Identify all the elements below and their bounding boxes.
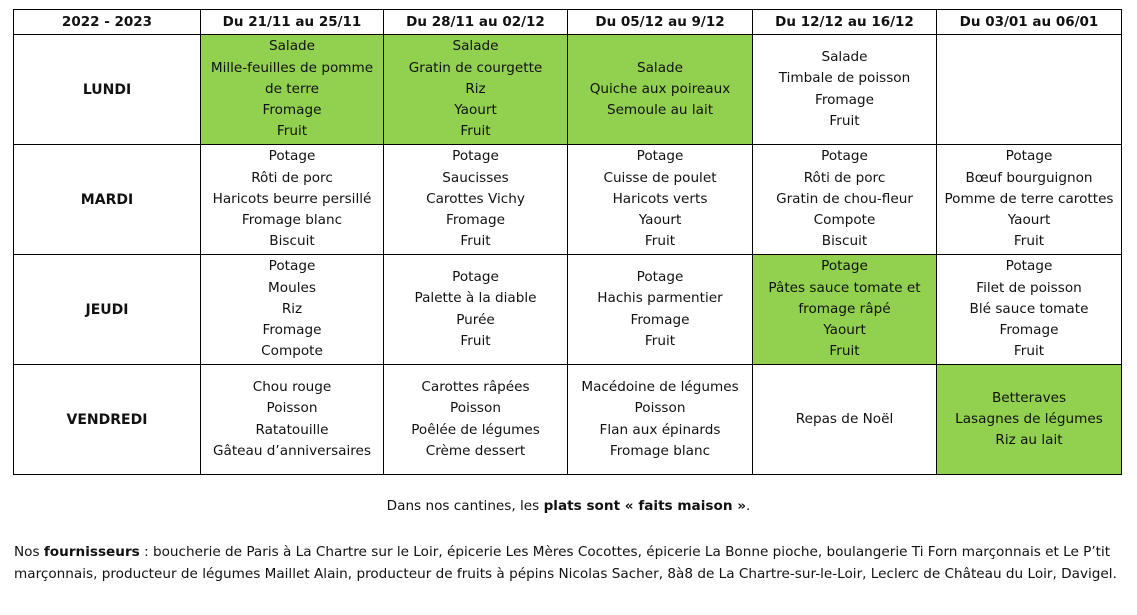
day-label: JEUDI (14, 255, 201, 365)
menu-item: Potage (268, 148, 316, 165)
menu-item: Hachis parmentier (597, 290, 723, 307)
menu-item: Fruit (460, 123, 491, 140)
menu-cell (568, 145, 753, 255)
day-label: LUNDI (14, 35, 201, 145)
menu-item: Filet de poisson (976, 279, 1082, 296)
menu-item: Timbale de poisson (778, 70, 911, 87)
menu-item: Riz (281, 300, 303, 317)
menu-item: Fromage (445, 212, 505, 229)
menu-item: Chou rouge (252, 379, 332, 396)
menu-item: Carottes Vichy (426, 190, 525, 207)
menu-cell (201, 145, 384, 255)
menu-cell (568, 365, 753, 475)
caption-prefix: Dans nos cantines, les (386, 498, 544, 514)
menu-item: Fruit (460, 233, 491, 250)
menu-item: Macédoine de légumes (581, 379, 739, 396)
menu-cell (384, 145, 568, 255)
menu-item: Saucisses (442, 169, 509, 186)
caption-bold: plats sont « faits maison » (543, 498, 747, 514)
menu-item: Repas de Noël (795, 410, 894, 427)
menu-item: Moules (268, 279, 316, 296)
menu-item: Biscuit (821, 233, 868, 250)
menu-item: Fruit (276, 123, 308, 140)
menu-cell (384, 255, 568, 365)
menu-cell (753, 145, 937, 255)
menu-body (14, 35, 1122, 475)
menu-item: Fromage (262, 102, 322, 119)
day-label: VENDREDI (14, 365, 201, 475)
menu-cell (937, 365, 1122, 475)
menu-item: Palette à la diable (414, 290, 537, 307)
menu-cell (753, 255, 937, 365)
menu-cell (937, 255, 1122, 365)
menu-cell (753, 365, 937, 475)
menu-item: Haricots beurre persillé (212, 190, 372, 207)
menu-item: Betteraves (991, 389, 1067, 406)
menu-item: Potage (636, 148, 684, 165)
menu-item: Haricots verts (612, 190, 708, 207)
day-row (14, 35, 1122, 145)
menu-item: Biscuit (269, 233, 315, 250)
menu-item: Poisson (634, 400, 686, 417)
menu-item: Potage (452, 148, 499, 165)
menu-item: Fruit (1013, 233, 1045, 250)
menu-item: Potage (268, 258, 316, 275)
menu-item: Yaourt (454, 102, 497, 119)
menu-item: Mille-feuilles de pomme de terre (210, 59, 374, 97)
suppliers-text: : boucherie de Paris à La Chartre sur le Loir, épicerie Les Mères Cocottes, épicerie La Bonne pioche, boulangerie Ti Forn marçonnais et Le P’tit marçonnais, producteur de légumes Maillet Alain, producteur de fruits à pépins Nicolas Sacher, 8à8 de La Chartre-sur-le-Loir, Leclerc de Château du Loir, Davigel. (14, 544, 1117, 582)
menu-item: Fruit (1013, 343, 1045, 360)
menu-item: Riz au lait (995, 432, 1063, 449)
menu-item: Lasagnes de légumes (955, 410, 1103, 427)
menu-item: Compote (813, 212, 876, 229)
menu-item: Fruit (829, 112, 860, 129)
menu-item: Yaourt (823, 322, 866, 339)
menu-item: Salade (268, 38, 316, 55)
menu-item: Potage (821, 258, 868, 275)
week-header: Du 03/01 au 06/01 (937, 10, 1122, 35)
homemade-caption (0, 498, 1137, 514)
menu-cell (384, 365, 568, 475)
menu-item: Fromage blanc (609, 442, 711, 459)
menu-item: Potage (452, 269, 499, 286)
menu-item: Rôti de porc (803, 169, 886, 186)
menu-cell (201, 255, 384, 365)
suppliers-bold: fournisseurs (43, 544, 140, 560)
menu-cell (937, 35, 1122, 145)
menu-item: Quiche aux poireaux (589, 80, 731, 97)
menu-item: Fruit (644, 332, 676, 349)
menu-item: Potage (636, 269, 684, 286)
menu-item: Gratin de chou-fleur (776, 190, 913, 207)
day-row (14, 145, 1122, 255)
day-row (14, 255, 1122, 365)
suppliers-prefix: Nos (14, 544, 44, 560)
menu-item: Potage (821, 148, 868, 165)
menu-item: Fruit (829, 343, 860, 360)
menu-item: Ratatouille (255, 421, 329, 438)
week-header: Du 28/11 au 02/12 (384, 10, 568, 35)
week-header: Du 21/11 au 25/11 (201, 10, 384, 35)
menu-item: Flan aux épinards (599, 421, 721, 438)
day-row (14, 365, 1122, 475)
menu-item: Poisson (266, 400, 318, 417)
suppliers-paragraph (14, 542, 1124, 585)
menu-item: Gratin de courgette (408, 59, 543, 76)
menu-item: Fromage blanc (241, 212, 343, 229)
menu-cell (201, 365, 384, 475)
menu-item: Purée (456, 311, 495, 328)
menu-item: Salade (636, 59, 684, 76)
menu-item: Fromage (630, 311, 690, 328)
menu-item: Compote (261, 343, 323, 360)
caption-suffix: . (746, 498, 751, 514)
menu-item: Salade (452, 38, 499, 55)
menu-item: Fromage (262, 322, 322, 339)
day-label: MARDI (14, 145, 201, 255)
menu-item: Poisson (450, 400, 501, 417)
menu-item: Bœuf bourguignon (965, 169, 1093, 186)
header-row (14, 10, 1122, 35)
menu-item: Fromage (999, 322, 1059, 339)
menu-table (13, 9, 1122, 475)
menu-item: Blé sauce tomate (969, 300, 1089, 317)
menu-item: Pomme de terre carottes (944, 190, 1114, 207)
menu-cell (201, 35, 384, 145)
menu-item: Yaourt (1007, 212, 1051, 229)
menu-item: Crème dessert (425, 442, 526, 459)
menu-cell (753, 35, 937, 145)
menu-item: Fruit (644, 233, 676, 250)
menu-item: Fromage (814, 91, 874, 108)
menu-item: Potage (1005, 258, 1053, 275)
year-header: 2022 - 2023 (14, 10, 201, 35)
menu-item: Pâtes sauce tomate et fromage râpé (768, 279, 921, 317)
menu-item: Cuisse de poulet (603, 169, 717, 186)
menu-item: Potage (1005, 148, 1053, 165)
week-header: Du 12/12 au 16/12 (753, 10, 937, 35)
menu-item: Rôti de porc (251, 169, 333, 186)
menu-item: Yaourt (638, 212, 682, 229)
week-header: Du 05/12 au 9/12 (568, 10, 753, 35)
menu-cell (568, 35, 753, 145)
menu-item: Riz (465, 80, 486, 97)
menu-item: Fruit (460, 332, 491, 349)
menu-item: Carottes râpées (421, 379, 530, 396)
menu-item: Gâteau d’anniversaires (212, 442, 372, 459)
menu-cell (384, 35, 568, 145)
menu-cell (937, 145, 1122, 255)
menu-item: Poêlée de légumes (411, 421, 540, 438)
menu-item: Salade (821, 49, 868, 66)
menu-item: Semoule au lait (606, 102, 714, 119)
menu-cell (568, 255, 753, 365)
